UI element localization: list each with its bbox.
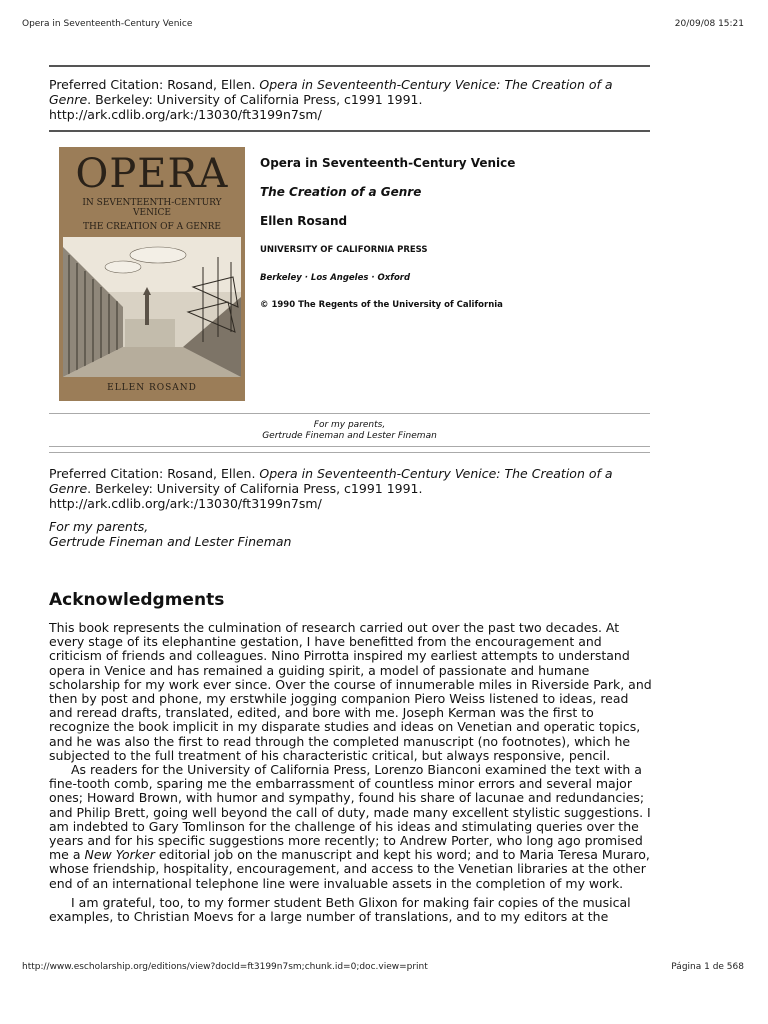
header-title: Opera in Seventeenth-Century Venice [22,19,193,29]
dedication [49,519,291,549]
citation-book-title: Opera in Seventeenth-Century Venice: The Creation of a Genre [49,466,613,496]
divider [49,130,650,132]
paragraph: I am grateful, too, to my former student Beth Glixon for making fair copies of the musical examples, to Christian Moevs for a large number of translations, and to my editors at the [49,894,631,925]
divider [49,446,650,447]
dedication-line1: For my parents, [313,420,386,430]
book-copyright: © 1990 The Regents of the University of California [260,300,503,310]
footer-url[interactable]: http://www.escholarship.org/editions/view?docId=ft3199n7sm;chunk.id=0;doc.view=print [22,962,428,972]
cover-subtitle-line1: IN SEVENTEENTH-CENTURY [82,198,222,208]
citation-suffix: . Berkeley: University of California Press, c1991 1991. [87,92,423,107]
book-publisher: UNIVERSITY OF CALIFORNIA PRESS [260,245,428,255]
citation-block-repeat [49,466,649,511]
footer-page-number: Página 1 de 568 [671,962,744,972]
paragraph-text: editorial job on the manuscript and kept his word; and to Maria Teresa Muraro, whose friendship, hospitality, encouragement, and access to the Venetian libraries at the other end of an international telephone line were invaluable assets in the completion of my work. [49,847,650,891]
book-cover-image [59,147,245,401]
cover-subtitle-line2: VENICE [133,208,171,218]
paragraph-text: As readers for the University of California Press, Lorenzo Bianconi examined the text with a fine-tooth comb, sparing me the embarrassment of countless minor errors and several major ones; Howard Brown, with humor and sympathy, found his share of lacunae and redundancies; and Philip Brett, going well beyond the call of duty, made many excellent stylistic suggestions. I am indebted to Gary Tomlinson for the challenge of his ideas and stimulating queries over the years and for his specific suggestions more recently; to Andrew Porter, who long ago promised me a [49,762,651,863]
book-title: Opera in Seventeenth-Century Venice [260,156,516,170]
book-subtitle: The Creation of a Genre [260,185,422,199]
citation-prefix: Preferred Citation: Rosand, Ellen. [49,466,260,481]
paragraph-italic: New Yorker [84,847,155,863]
cover-engraving [63,237,241,377]
citation-suffix: . Berkeley: University of California Press, c1991 1991. [87,481,423,496]
dedication-line2: Gertrude Fineman and Lester Fineman [49,534,292,549]
header-datetime: 20/09/08 15:21 [674,19,744,29]
acknowledgments-body [49,621,652,924]
dedication-line2: Gertrude Fineman and Lester Fineman [262,431,437,441]
paragraph: This book represents the culmination of research carried out over the past two decades. At every stage of its elephantine gestation, I have benefitted from the encouragement and criticism of friends and colleagues. Nino Pirrotta inspired my earliest attempts to understand opera in Venice and has remained a guiding spirit, a model of passionate and humane scholarship for my work ever since. Over the course of innumerable miles in Riverside Park, and then by post and phone, my erstwhile jogging companion Piero Weiss listened to ideas, read and reread drafts, translated, edited, and bore with me. Joseph Kerman was the first to recognize the book implicit in my disparate studies and ideas on Venetian and operatic topics, and he was also the first to read through the completed manuscript (no footnotes), which he subjected to the full treatment of his characteristic critical, but always responsive, pencil. [49,620,652,763]
acknowledgments-heading: Acknowledgments [49,590,225,610]
cover-title: OPERA [75,151,229,197]
citation-prefix: Preferred Citation: Rosand, Ellen. [49,77,260,92]
cover-subtitle-line3: THE CREATION OF A GENRE [82,222,222,232]
divider [49,65,650,67]
cover-author: ELLEN ROSAND [107,383,197,393]
citation-block [49,77,649,122]
book-places: Berkeley · Los Angeles · Oxford [260,273,411,283]
dedication-line1: For my parents, [49,519,149,534]
book-author: Ellen Rosand [260,214,348,228]
citation-url[interactable]: http://ark.cdlib.org/ark:/13030/ft3199n7sm/ [49,107,322,122]
paragraph [49,763,652,891]
divider [49,413,650,414]
citation-url[interactable]: http://ark.cdlib.org/ark:/13030/ft3199n7sm/ [49,496,322,511]
divider [49,452,650,453]
citation-book-title: Opera in Seventeenth-Century Venice: The Creation of a Genre [49,77,613,107]
dedication-small [49,420,650,442]
